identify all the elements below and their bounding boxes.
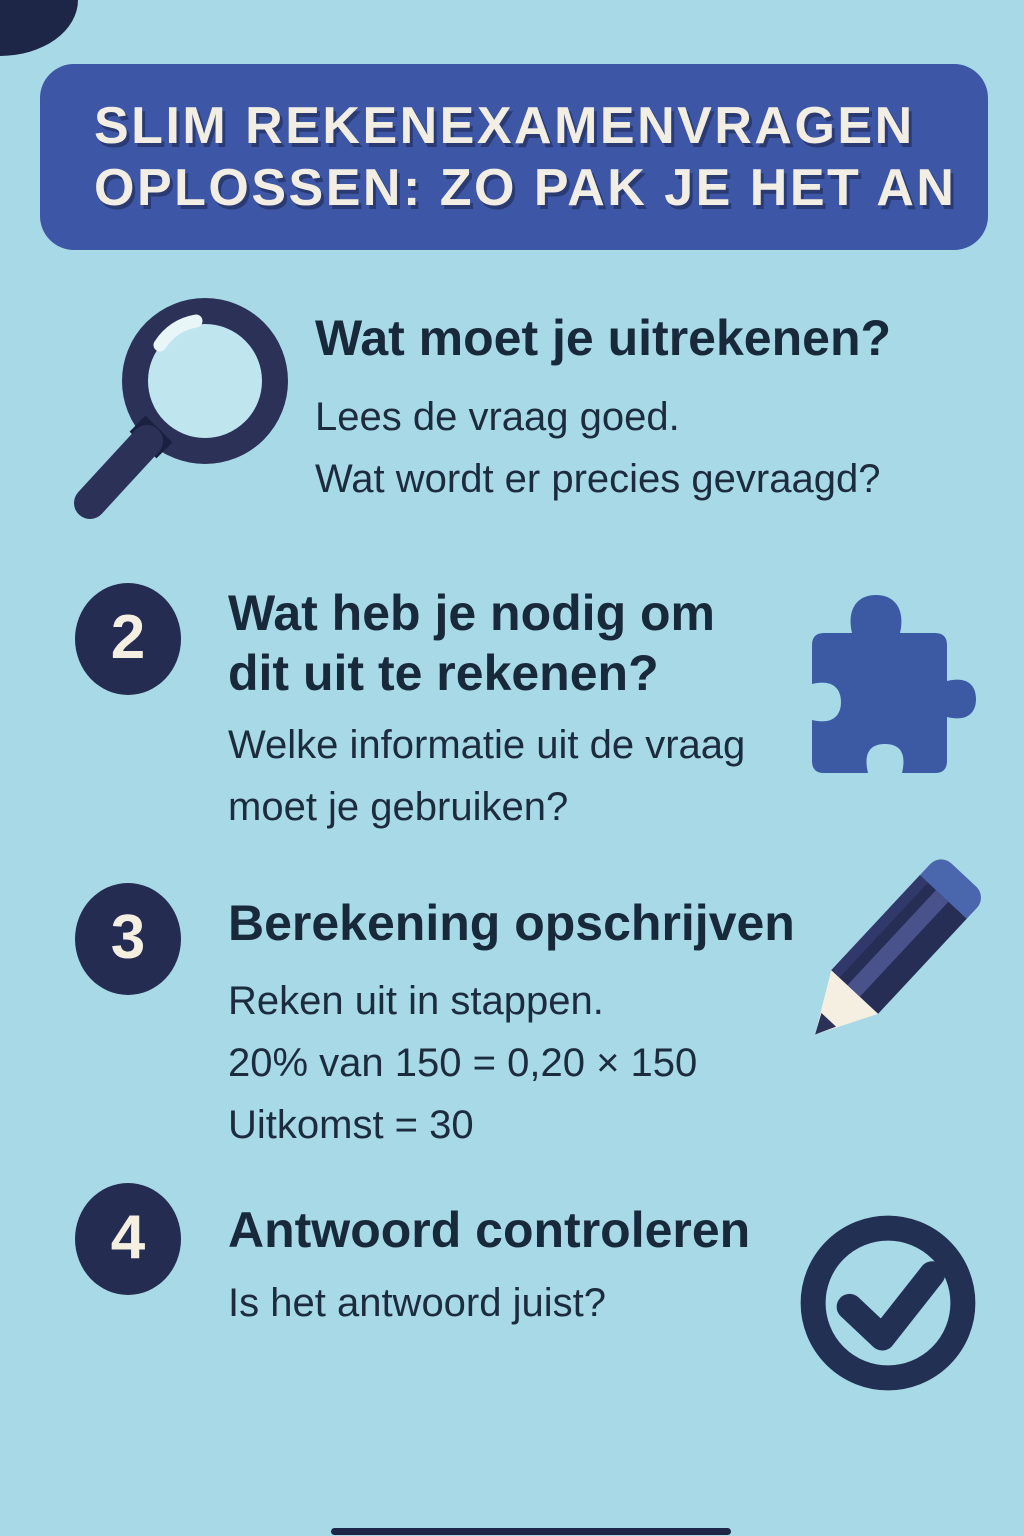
step3-body-line2: 20% van 150 = 0,20 × 150 bbox=[228, 1041, 698, 1085]
step2-number-badge bbox=[75, 583, 181, 695]
step4-number-badge bbox=[75, 1183, 181, 1295]
step3-body bbox=[228, 970, 697, 1156]
step3-number: 3 bbox=[110, 902, 146, 972]
step3-heading: Berekening opschrijven bbox=[228, 895, 795, 951]
step2-body bbox=[228, 714, 745, 838]
step2-heading-line1: Wat heb je nodig om bbox=[228, 585, 716, 641]
step3-body-line1: Reken uit in stappen. bbox=[228, 979, 604, 1023]
step1-body bbox=[315, 386, 880, 510]
step1-body-line2: Wat wordt er precies gevraagd? bbox=[315, 457, 881, 501]
step3-body-line3: Uitkomst = 30 bbox=[228, 1103, 474, 1147]
step1-body-line1: Lees de vraag goed. bbox=[315, 395, 680, 439]
corner-decoration bbox=[0, 0, 78, 56]
page-title-line1: SLIM REKENEXAMENVRAGEN bbox=[94, 97, 915, 155]
step4-number: 4 bbox=[110, 1202, 146, 1272]
step4-heading: Antwoord controleren bbox=[228, 1202, 751, 1258]
step1-heading: Wat moet je uitrekenen? bbox=[315, 310, 892, 366]
step2-heading-line2: dit uit te rekenen? bbox=[228, 645, 659, 701]
step4-body bbox=[228, 1272, 606, 1334]
step2-body-line1: Welke informatie uit de vraag bbox=[228, 723, 746, 767]
pencil-icon bbox=[778, 848, 992, 1070]
page-title-line2: OPLOSSEN: ZO PAK JE HET AN bbox=[94, 159, 957, 217]
puzzle-icon bbox=[797, 588, 979, 786]
title-banner bbox=[40, 64, 988, 250]
step3-number-badge bbox=[75, 883, 181, 995]
check-icon bbox=[792, 1207, 984, 1399]
step2-heading bbox=[228, 583, 715, 703]
step2-number: 2 bbox=[110, 602, 146, 672]
step2-body-line2: moet je gebruiken? bbox=[228, 785, 569, 829]
magnifier-icon bbox=[55, 283, 305, 528]
home-indicator bbox=[331, 1528, 731, 1535]
step4-body-line1: Is het antwoord juist? bbox=[228, 1281, 606, 1325]
